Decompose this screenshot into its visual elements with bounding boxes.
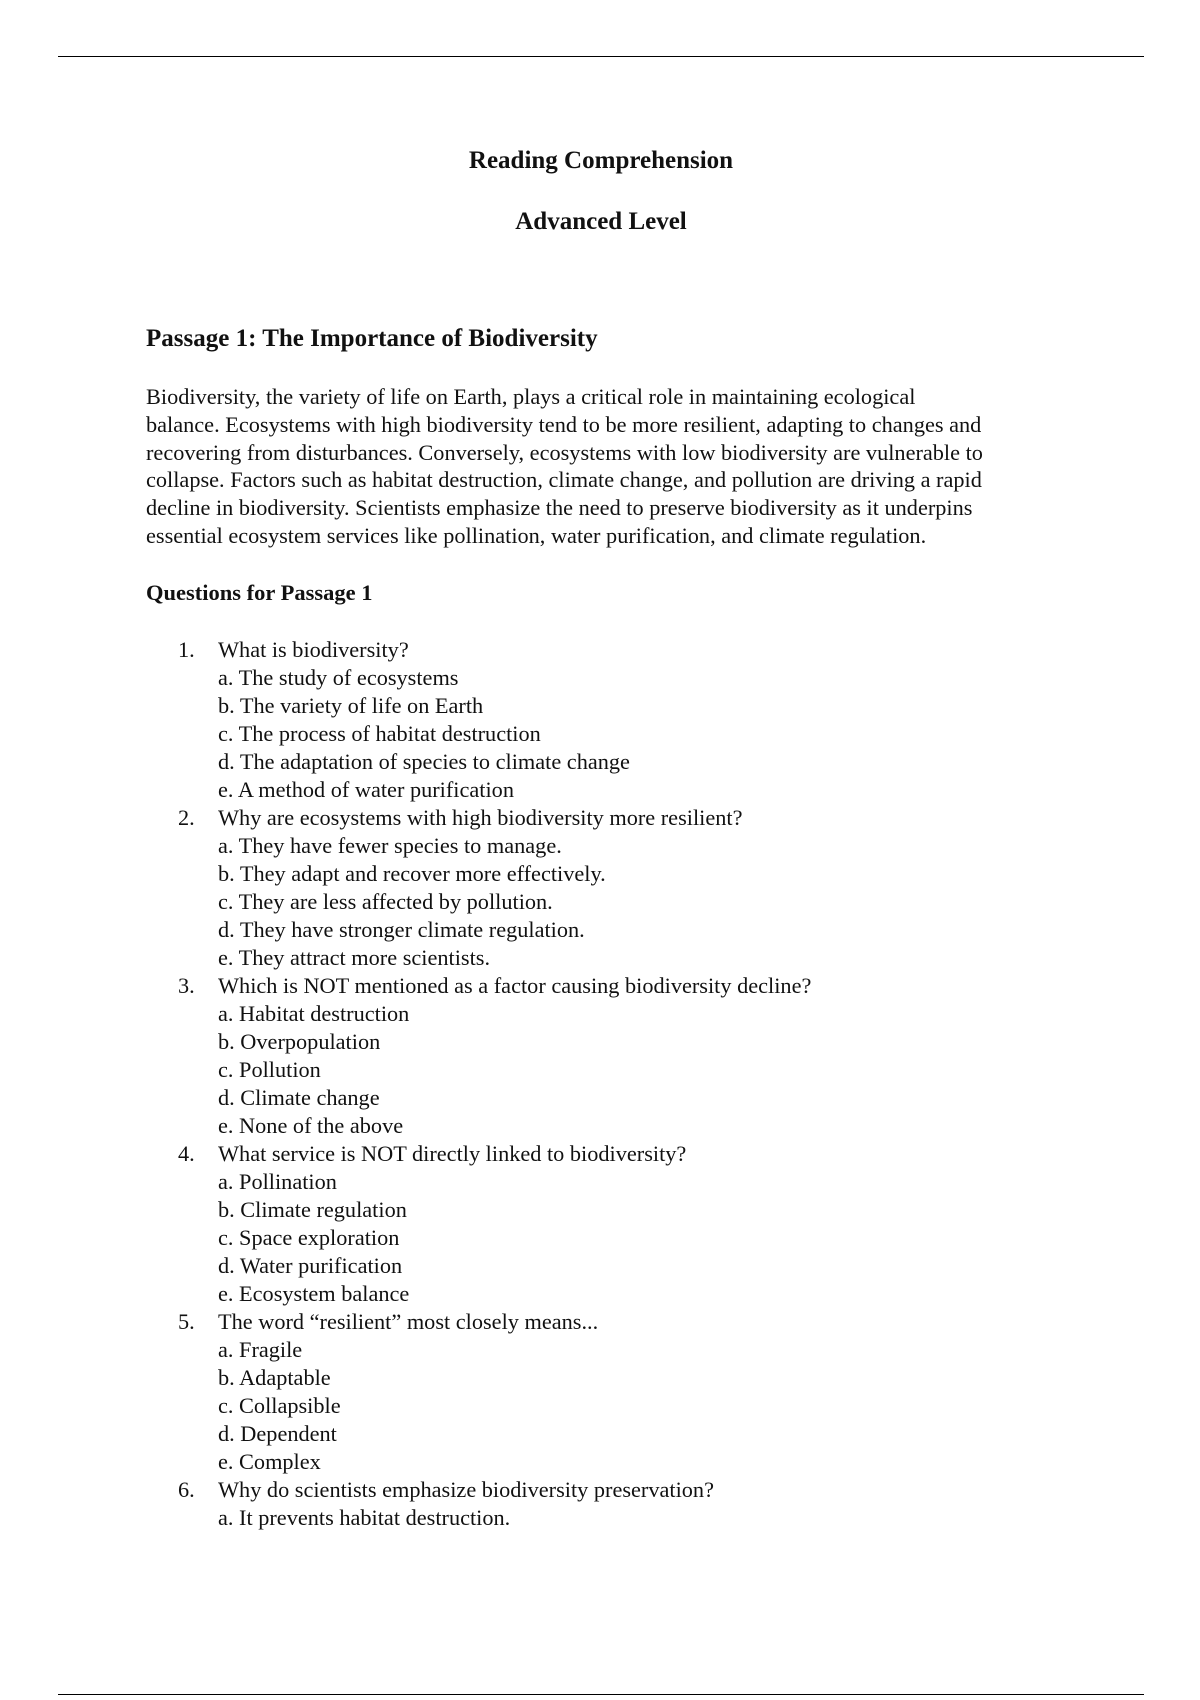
answer-option: a. They have fewer species to manage. <box>218 833 562 858</box>
question-item <box>146 972 811 1140</box>
question-number: 1. <box>178 637 195 662</box>
answer-option: a. It prevents habitat destruction. <box>218 1505 511 1530</box>
answer-option: b. Overpopulation <box>218 1029 381 1054</box>
answer-option: c. The process of habitat destruction <box>218 721 541 746</box>
passage-line: essential ecosystem services like pollination, water purification, and climate regulation. <box>146 522 927 548</box>
questions-heading: Questions for Passage 1 <box>146 580 373 605</box>
question-text: Why are ecosystems with high biodiversity more resilient? <box>218 805 743 830</box>
question-item <box>146 1308 811 1476</box>
answer-option: b. They adapt and recover more effectively. <box>218 861 606 886</box>
passage-heading: Passage 1: The Importance of Biodiversity <box>146 325 598 352</box>
passage-line: balance. Ecosystems with high biodiversity tend to be more resilient, adapting to changes and <box>146 411 982 437</box>
document-subtitle: Advanced Level <box>515 208 687 235</box>
answer-option: b. Adaptable <box>218 1365 331 1390</box>
answer-option: b. Climate regulation <box>218 1197 407 1222</box>
top-rule <box>58 56 1144 57</box>
answer-option: d. Dependent <box>218 1421 337 1446</box>
question-item <box>146 636 811 804</box>
answer-option: d. The adaptation of species to climate change <box>218 749 630 774</box>
answer-option: d. They have stronger climate regulation. <box>218 917 585 942</box>
question-text: Why do scientists emphasize biodiversity preservation? <box>218 1477 714 1502</box>
question-item <box>146 1140 811 1308</box>
question-text: Which is NOT mentioned as a factor causing biodiversity decline? <box>218 973 812 998</box>
question-number: 2. <box>178 805 195 830</box>
answer-option: e. A method of water purification <box>218 777 514 802</box>
answer-option: e. None of the above <box>218 1113 404 1138</box>
answer-option: e. They attract more scientists. <box>218 945 491 970</box>
question-number: 6. <box>178 1477 195 1502</box>
answer-option: c. Pollution <box>218 1057 321 1082</box>
question-text: The word “resilient” most closely means... <box>218 1309 599 1334</box>
question-item <box>146 1476 811 1532</box>
answer-option: a. Habitat destruction <box>218 1001 410 1026</box>
question-text: What is biodiversity? <box>218 637 409 662</box>
question-list <box>146 636 811 1532</box>
answer-option: c. They are less affected by pollution. <box>218 889 553 914</box>
answer-option: b. The variety of life on Earth <box>218 693 484 718</box>
answer-option: e. Ecosystem balance <box>218 1281 410 1306</box>
answer-option: a. The study of ecosystems <box>218 665 459 690</box>
document-title: Reading Comprehension <box>468 147 734 174</box>
passage-line: recovering from disturbances. Conversely, ecosystems with low biodiversity are vulnerable to <box>146 439 983 465</box>
passage-line: collapse. Factors such as habitat destruction, climate change, and pollution are driving a rapid <box>146 467 982 493</box>
answer-option: d. Climate change <box>218 1085 380 1110</box>
bottom-rule <box>58 1694 1144 1695</box>
passage-line: Biodiversity, the variety of life on Earth, plays a critical role in maintaining ecological <box>146 384 916 409</box>
answer-option: a. Pollination <box>218 1169 337 1194</box>
question-number: 4. <box>178 1141 195 1166</box>
question-number: 5. <box>178 1309 195 1334</box>
question-number: 3. <box>178 973 195 998</box>
answer-option: e. Complex <box>218 1449 321 1474</box>
passage-body <box>146 383 1071 550</box>
answer-option: a. Fragile <box>218 1337 303 1362</box>
passage-line: decline in biodiversity. Scientists emphasize the need to preserve biodiversity as it underpins <box>146 495 973 521</box>
question-item <box>146 804 811 972</box>
answer-option: c. Collapsible <box>218 1393 341 1418</box>
question-text: What service is NOT directly linked to biodiversity? <box>218 1141 687 1166</box>
answer-option: d. Water purification <box>218 1253 403 1278</box>
answer-option: c. Space exploration <box>218 1225 400 1250</box>
